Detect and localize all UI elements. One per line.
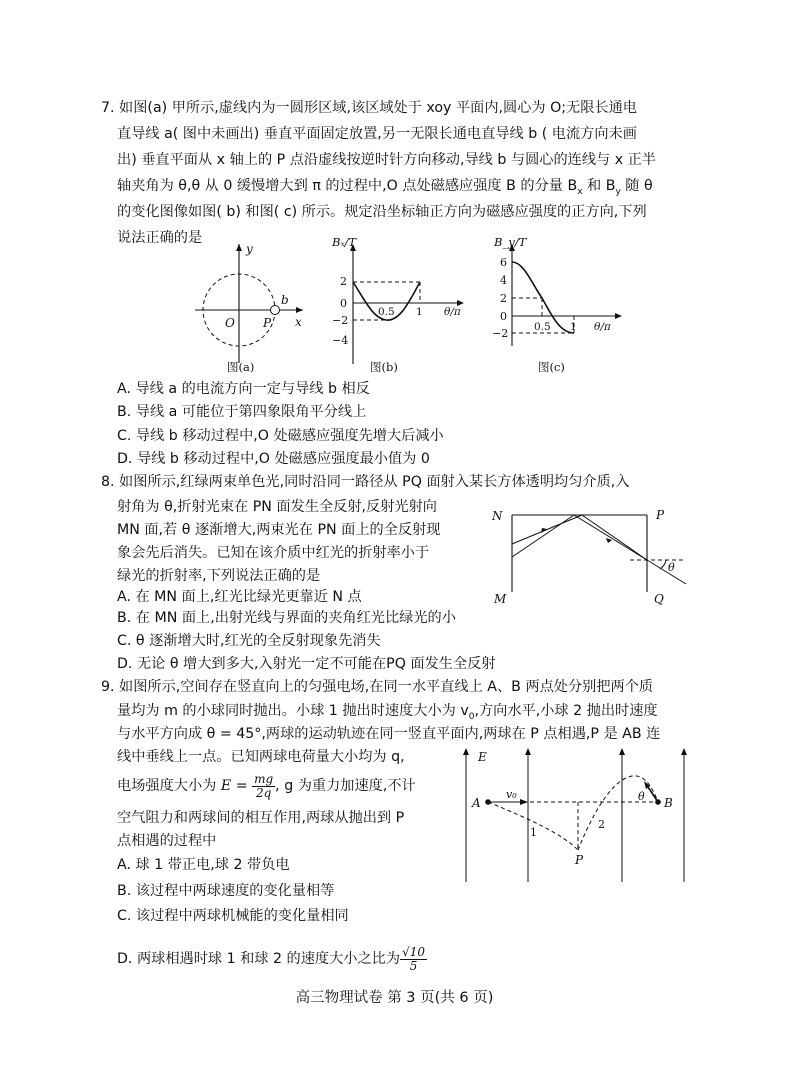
q7-option-b: B. 导线 a 可能位于第四象限角平分线上 [117, 404, 367, 420]
q9-line-7: 点相遇的过程中 [117, 833, 217, 849]
fig-b-tick-m2: −2 [332, 314, 349, 327]
fig-c-caption: 图(c) [538, 360, 565, 374]
fig-b-y-label: Bₓ/T [332, 235, 357, 249]
fig-a-b-label: b [281, 293, 289, 307]
q7-line-4: 轴夹角为 θ,θ 从 0 缓慢增大到 π 的过程中,O 点处磁感应强度 B 的分量 $B_x$ 和 $B_y$ 随 θ [117, 178, 653, 197]
figure-a [185, 238, 315, 376]
q7-line-6: 说法正确的是 [117, 230, 203, 246]
q8-option-a: A. 在 MN 面上,红光比绿光更靠近 N 点 [117, 589, 362, 605]
q9-line-5: 电场强度大小为 E = $\frac{mg}{2q}$ , g 为重力加速度,不计 [117, 771, 416, 800]
q8-option-d: D. 无论 θ 增大到多大,入射光一定不可能在PQ 面发生全反射 [117, 656, 496, 672]
fig-q9-b-label: B [664, 796, 673, 810]
q9-ratio-fraction: $\frac{√10}{5}$ [402, 944, 425, 973]
fig-a-p-label: P [263, 316, 272, 330]
q8-line-3: MN 面,若 θ 逐渐增大,两束光在 PN 面上的全反射现 [117, 522, 441, 538]
q8-line-2: 射角为 θ,折射光束在 PN 面发生全反射,反射光射向 [117, 499, 437, 515]
q9-line-6: 空气阻力和两球间的相互作用,两球从抛出到 P [117, 810, 405, 826]
fig-c-x-label: θ/π [594, 321, 611, 333]
q7-line-3: 出) 垂直平面从 x 轴上的 P 点沿虚线按逆时针方向移动,导线 b 与圆心的连线与 x 正半 [117, 152, 656, 168]
fig-a-y-label: y [246, 242, 253, 256]
q9-line-1: 9. 如图所示,空间存在竖直向上的匀强电场,在同一水平直线上 A、B 两点处分别把两个质 [101, 679, 654, 695]
fig-a-origin-label: O [225, 316, 235, 330]
q7-option-a: A. 导线 a 的电流方向一定与导线 b 相反 [117, 381, 370, 397]
q8-option-c: C. θ 逐渐增大时,红光的全反射现象先消失 [117, 633, 381, 649]
fig-q9-path-1: 1 [530, 826, 537, 839]
q9-line-2: 量均为 m 的小球同时抛出。小球 1 抛出时速度大小为 $v_0$,方向水平,小球 2 抛出时速度 [117, 703, 658, 722]
q7-option-d: D. 导线 b 移动过程中,O 处磁感应强度最小值为 0 [117, 451, 430, 467]
q9-option-c: C. 该过程中两球机械能的变化量相同 [117, 908, 349, 924]
fig-q9-path-2: 2 [598, 818, 605, 831]
fig-c-x-1: 1 [570, 321, 577, 333]
fig-q9-e-label: E [478, 750, 487, 764]
fig-c-tick-0: 0 [500, 310, 507, 323]
fig-q8-p-label: P [656, 508, 665, 522]
fig-a-x-label: x [295, 315, 302, 329]
page-footer: 高三物理试卷 第 3 页(共 6 页) [295, 990, 494, 1006]
fig-q8-theta-label: θ [668, 561, 675, 574]
fig-q8-n-label: N [492, 509, 503, 523]
q9-option-a: A. 球 1 带正电,球 2 带负电 [117, 857, 290, 873]
figure-q8 [490, 500, 690, 612]
fig-b-caption: 图(b) [370, 360, 398, 374]
fig-q8-q-label: Q [654, 592, 664, 606]
q8-line-4: 象会先后消失。已知在该介质中红光的折射率小于 [117, 545, 430, 561]
fig-q9-a-label: A [472, 796, 481, 810]
q7-line-5: 的变化图像如图( b) 和图( c) 所示。规定沿坐标轴正方向为磁感应强度的正方向,下列 [117, 204, 647, 220]
fig-c-y-label: B_y/T [494, 235, 527, 249]
fig-q9-v0-label: v₀ [506, 788, 517, 801]
fig-b-x-label: θ/π [444, 306, 461, 318]
q7-option-c: C. 导线 b 移动过程中,O 处磁感应强度先增大后减小 [117, 428, 444, 444]
q9-line-3: 与水平方向成 θ = 45°,两球的运动轨迹在同一竖直平面内,两球在 P 点相遇,P 是 AB 连 [117, 726, 661, 742]
fig-b-tick-2: 2 [340, 275, 347, 288]
fig-c-tick-2: 2 [500, 292, 507, 305]
q8-line-5: 绿光的折射率,下列说法正确的是 [117, 568, 321, 584]
fig-c-tick-6: 6 [500, 256, 507, 269]
q9-eq-fraction: $\frac{mg}{2q}$ [254, 771, 274, 800]
fig-c-tick-m2: −2 [492, 327, 509, 340]
fig-c-tick-4: 4 [500, 274, 507, 287]
fig-b-tick-0: 0 [340, 297, 347, 310]
q8-line-1: 8. 如图所示,红绿两束单色光,同时沿同一路径从 PQ 面射入某长方体透明均匀介质,入 [101, 474, 630, 490]
figure-q9 [462, 742, 690, 884]
fig-q9-p-label: P [575, 853, 584, 867]
figure-c [490, 234, 630, 376]
q9-option-b: B. 该过程中两球速度的变化量相等 [117, 883, 335, 899]
q8-option-b: B. 在 MN 面上,出射光线与界面的夹角红光比绿光的小 [117, 610, 456, 626]
fig-q9-theta-label: θ [638, 790, 645, 803]
q7-line-1: 7. 如图(a) 甲所示,虚线内为一圆形区域,该区域处于 xoy 平面内,圆心为 O;无限长通电 [101, 100, 637, 116]
fig-a-caption: 图(a) [227, 360, 255, 374]
q9-option-d: D. 两球相遇时球 1 和球 2 的速度大小之比为 $\frac{√10}{5}$ [117, 944, 425, 973]
figure-b [328, 234, 468, 376]
q7-line-2: 直导线 a( 图中未画出) 垂直平面固定放置,另一无限长通电直导线 b ( 电流方向未画 [117, 126, 637, 142]
fig-b-tick-m4: −4 [332, 334, 349, 347]
fig-q8-m-label: M [494, 592, 507, 606]
fig-c-x-0-5: 0.5 [534, 321, 551, 333]
fig-b-x-1: 1 [416, 306, 423, 318]
q9-line-4: 线中垂线上一点。已知两球电荷量大小均为 q, [117, 749, 405, 765]
fig-b-x-0-5: 0.5 [378, 306, 395, 318]
